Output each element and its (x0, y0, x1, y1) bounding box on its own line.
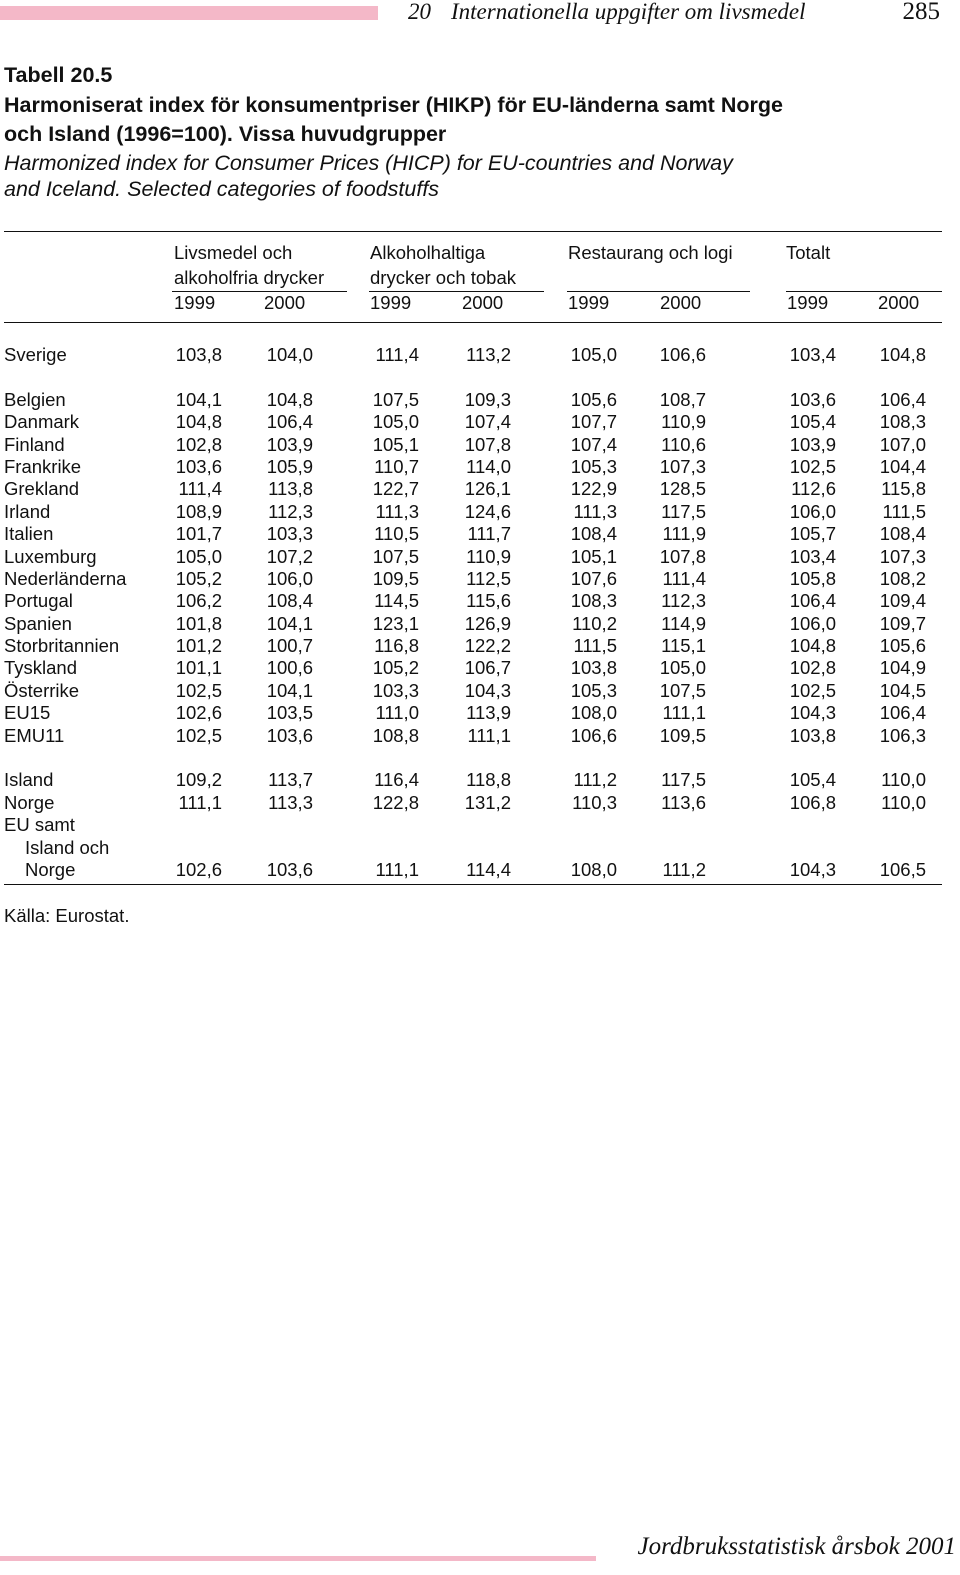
table-cell: 104,0 (266, 344, 313, 365)
table-cell: 109,4 (879, 590, 926, 612)
table-cell: 106,8 (789, 791, 836, 813)
table-cell: 107,5 (372, 545, 419, 567)
table-cell: 109,5 (372, 567, 419, 589)
table-cell: 111,9 (662, 523, 706, 545)
table-cell: 128,5 (659, 478, 706, 500)
table-cell: 105,6 (570, 388, 617, 410)
table-cell: 103,8 (175, 344, 222, 365)
table-row (4, 635, 940, 657)
table-cell: 102,6 (175, 858, 222, 880)
table-cell: 108,3 (879, 411, 926, 433)
table-row (4, 657, 940, 679)
table-cell: 106,5 (879, 858, 926, 880)
table-cell: 107,4 (570, 433, 617, 455)
table-cell: 100,7 (266, 635, 313, 657)
table-row (4, 501, 940, 523)
table-cell: 106,0 (266, 567, 313, 589)
table-cell: 113,7 (268, 769, 313, 791)
year-header: 1999 (370, 292, 412, 313)
table-cell: 101,1 (175, 657, 222, 679)
table-row (4, 837, 940, 859)
table-cell: 105,3 (570, 679, 617, 701)
table-label: Tabell 20.5 (4, 63, 113, 87)
table-cell: 105,4 (789, 411, 836, 433)
row-label: EU15 (4, 702, 51, 724)
table-cell: 113,9 (466, 702, 511, 724)
table-cell: 124,6 (464, 500, 511, 522)
table-cell: 111,7 (467, 523, 511, 545)
header-accent-bar (0, 6, 378, 20)
table-cell: 105,0 (659, 657, 706, 679)
group-header-alcohol (370, 240, 516, 290)
table-row (4, 523, 940, 545)
table-cell: 112,3 (661, 590, 706, 612)
table-row (4, 814, 940, 836)
group-header-restaurant (568, 240, 733, 265)
table-cell: 113,6 (661, 791, 706, 813)
table-cell: 110,0 (881, 769, 926, 791)
table-cell: 104,3 (789, 702, 836, 724)
table-cell: 111,1 (467, 724, 511, 746)
title-sv-line1: Harmoniserat index för konsumentpriser (HIKP) för EU-länderna samt Norge (4, 92, 783, 117)
table-cell: 103,6 (266, 724, 313, 746)
footer-title: Jordbruksstatistisk årsbok 2001 (637, 1533, 956, 1560)
table-cell: 105,6 (879, 635, 926, 657)
row-label: Belgien (4, 388, 66, 410)
table-cell: 107,2 (266, 545, 313, 567)
table-row (4, 478, 940, 500)
table-cell: 105,9 (266, 455, 313, 477)
table-cell: 114,9 (661, 612, 706, 634)
table-cell: 105,0 (175, 545, 222, 567)
table-row (4, 546, 940, 568)
year-header: 2000 (878, 292, 920, 313)
row-label: Frankrike (4, 455, 82, 477)
row-label: Spanien (4, 612, 72, 634)
table-cell: 101,2 (175, 635, 222, 657)
footer-accent-bar (0, 1556, 596, 1561)
table-cell: 108,0 (570, 702, 617, 724)
table-cell: 106,6 (659, 344, 706, 365)
table-cell: 117,5 (661, 500, 706, 522)
table-cell: 102,5 (789, 679, 836, 701)
table-row (4, 590, 940, 612)
table-cell: 111,4 (375, 344, 419, 365)
row-label: Italien (4, 523, 54, 545)
table-cell: 104,8 (175, 411, 222, 433)
row-label: Island (4, 769, 54, 791)
group-header-line: Totalt (786, 242, 831, 263)
table-cell: 107,4 (464, 411, 511, 433)
table-row (4, 456, 940, 478)
row-label: Storbritannien (4, 635, 120, 657)
table-cell: 114,4 (466, 858, 511, 880)
source-note: Källa: Eurostat. (4, 905, 130, 926)
row-label: Österrike (4, 679, 80, 701)
table-row (4, 702, 940, 724)
table-cell: 106,4 (879, 388, 926, 410)
row-label: Finland (4, 433, 65, 455)
row-label: Nederländerna (4, 567, 127, 589)
table-cell: 100,6 (266, 657, 313, 679)
table-cell: 111,4 (178, 478, 222, 500)
table-cell: 103,4 (789, 344, 836, 365)
title-en-line2: and Iceland. Selected categories of foodstuffs (4, 176, 440, 201)
row-label: Portugal (4, 590, 73, 612)
table-cell: 114,0 (466, 455, 511, 477)
table-cell: 123,1 (372, 612, 419, 634)
table-cell: 107,3 (879, 545, 926, 567)
table-cell: 104,3 (464, 679, 511, 701)
table-cell: 126,9 (464, 612, 511, 634)
table-cell: 103,9 (789, 433, 836, 455)
row-label: EMU11 (4, 724, 65, 746)
table-cell: 114,5 (374, 590, 419, 612)
table-cell: 107,6 (570, 567, 617, 589)
table-cell: 102,5 (175, 724, 222, 746)
hicp-table (4, 344, 940, 881)
table-cell: 113,8 (268, 478, 313, 500)
table-cell: 109,2 (175, 769, 222, 791)
table-cell: 111,1 (375, 858, 419, 880)
row-label: Grekland (4, 478, 80, 500)
year-header: 1999 (174, 292, 216, 313)
table-cell: 103,9 (266, 433, 313, 455)
table-cell: 102,8 (789, 657, 836, 679)
table-cell: 105,0 (570, 344, 617, 365)
table-row (4, 769, 940, 791)
table-cell: 107,5 (659, 679, 706, 701)
table-cell: 105,0 (372, 411, 419, 433)
table-cell: 106,4 (789, 590, 836, 612)
table-cell: 104,1 (175, 388, 222, 410)
table-cell: 103,6 (266, 858, 313, 880)
table-row (4, 680, 940, 702)
table-cell: 102,5 (175, 679, 222, 701)
table-cell: 106,7 (464, 657, 511, 679)
table-cell: 111,5 (882, 500, 926, 522)
year-header: 1999 (568, 292, 610, 313)
group-header-line: drycker och tobak (370, 267, 517, 288)
table-cell: 103,6 (175, 455, 222, 477)
table-cell: 105,8 (789, 567, 836, 589)
table-cell: 126,1 (464, 478, 511, 500)
table-cell: 105,2 (175, 567, 222, 589)
table-cell: 122,7 (372, 478, 419, 500)
table-cell: 106,0 (789, 500, 836, 522)
table-cell: 105,1 (372, 433, 419, 455)
row-label: Luxemburg (4, 545, 97, 567)
row-label: Tyskland (4, 657, 78, 679)
table-cell: 101,8 (175, 612, 222, 634)
year-header: 2000 (462, 292, 504, 313)
table-cell: 115,1 (661, 635, 706, 657)
row-label: Norge (4, 791, 55, 813)
table-row (4, 859, 940, 881)
table-cell: 106,2 (175, 590, 222, 612)
row-label: Island och (25, 836, 110, 858)
table-cell: 104,5 (879, 679, 926, 701)
table-row (4, 568, 940, 590)
table-cell: 107,8 (659, 545, 706, 567)
table-cell: 104,8 (789, 635, 836, 657)
table-cell: 107,7 (570, 411, 617, 433)
table-cell: 104,9 (879, 657, 926, 679)
page-number: 285 (902, 0, 940, 25)
table-cell: 106,0 (789, 612, 836, 634)
group-header-total (786, 240, 830, 265)
table-cell: 104,1 (266, 679, 313, 701)
table-cell: 112,5 (466, 567, 511, 589)
table-cell: 112,6 (791, 478, 836, 500)
table-cell: 111,5 (573, 635, 617, 657)
table-cell: 111,3 (375, 500, 419, 522)
table-cell: 113,3 (268, 791, 313, 813)
table-cell: 107,3 (659, 455, 706, 477)
row-label: EU samt (4, 814, 75, 836)
table-row (4, 411, 940, 433)
table-cell: 108,9 (175, 500, 222, 522)
table-cell: 104,8 (266, 388, 313, 410)
table-cell: 108,2 (879, 567, 926, 589)
table-cell: 103,4 (789, 545, 836, 567)
table-row (4, 389, 940, 411)
table-cell: 107,0 (879, 433, 926, 455)
row-label: Irland (4, 500, 51, 522)
year-header: 2000 (660, 292, 702, 313)
table-cell: 122,9 (570, 478, 617, 500)
table-cell: 104,3 (789, 858, 836, 880)
table-cell: 111,4 (662, 567, 706, 589)
table-cell: 104,4 (879, 455, 926, 477)
table-cell: 117,5 (661, 769, 706, 791)
table-cell: 110,7 (374, 455, 419, 477)
group-header-line: Restaurang och logi (568, 242, 733, 263)
table-cell: 109,3 (464, 388, 511, 410)
row-label: Sverige (4, 344, 67, 365)
table-cell: 103,8 (789, 724, 836, 746)
running-title: Internationella uppgifter om livsmedel (451, 0, 806, 24)
table-cell: 122,2 (464, 635, 511, 657)
group-header-food (174, 240, 324, 290)
table-cell: 110,9 (661, 411, 706, 433)
table-cell: 110,2 (572, 612, 617, 634)
table-cell: 111,3 (573, 500, 617, 522)
table-cell: 109,7 (879, 612, 926, 634)
table-cell: 104,8 (879, 344, 926, 365)
table-cell: 101,7 (175, 523, 222, 545)
table-cell: 115,6 (466, 590, 511, 612)
table-cell: 108,4 (570, 523, 617, 545)
table-cell: 122,8 (372, 791, 419, 813)
title-sv-line2: och Island (1996=100). Vissa huvudgrupper (4, 122, 447, 146)
section-number: 20 (408, 0, 431, 24)
table-cell: 107,8 (464, 433, 511, 455)
table-bottom-rule (4, 884, 942, 885)
group-header-line: Alkoholhaltiga (370, 242, 486, 263)
table-row (4, 725, 940, 747)
table-cell: 103,6 (789, 388, 836, 410)
table-cell: 116,4 (374, 769, 419, 791)
table-cell: 110,6 (661, 433, 706, 455)
table-cell: 111,1 (662, 702, 706, 724)
year-header: 2000 (264, 292, 306, 313)
table-cell: 108,4 (879, 523, 926, 545)
table-cell: 104,1 (266, 612, 313, 634)
table-cell: 102,8 (175, 433, 222, 455)
table-row (4, 792, 940, 814)
row-label: Danmark (4, 411, 80, 433)
table-cell: 108,7 (659, 388, 706, 410)
table-cell: 103,8 (570, 657, 617, 679)
table-cell: 106,3 (879, 724, 926, 746)
table-cell: 108,3 (570, 590, 617, 612)
group-header-line: alkoholfria drycker (174, 267, 325, 288)
table-cell: 110,3 (572, 791, 617, 813)
table-cell: 110,0 (881, 791, 926, 813)
table-cell: 106,4 (879, 702, 926, 724)
table-cell: 103,3 (372, 679, 419, 701)
table-cell: 111,2 (662, 858, 706, 880)
table-cell: 109,5 (659, 724, 706, 746)
table-cell: 115,8 (881, 478, 926, 500)
table-cell: 112,3 (268, 500, 313, 522)
table-cell: 108,4 (266, 590, 313, 612)
table-title (4, 61, 944, 202)
table-row (4, 613, 940, 635)
table-cell: 110,5 (374, 523, 419, 545)
table-cell: 116,8 (374, 635, 419, 657)
table-cell: 102,5 (789, 455, 836, 477)
table-cell: 105,4 (789, 769, 836, 791)
table-cell: 111,0 (375, 702, 419, 724)
running-head (408, 0, 806, 24)
table-cell: 108,0 (570, 858, 617, 880)
table-cell: 111,2 (573, 769, 617, 791)
table-cell: 118,8 (466, 769, 511, 791)
table-cell: 105,3 (570, 455, 617, 477)
row-label: Norge (25, 858, 76, 880)
table-cell: 105,7 (789, 523, 836, 545)
table-top-rule (4, 231, 942, 232)
table-cell: 106,4 (266, 411, 313, 433)
table-cell: 105,2 (372, 657, 419, 679)
year-header: 1999 (787, 292, 829, 313)
table-cell: 113,2 (466, 344, 511, 365)
table-row (4, 434, 940, 456)
table-cell: 108,8 (372, 724, 419, 746)
table-cell: 111,1 (178, 791, 222, 813)
table-cell: 103,5 (266, 702, 313, 724)
table-cell: 131,2 (464, 791, 511, 813)
table-row (4, 344, 940, 366)
table-cell: 105,1 (570, 545, 617, 567)
table-cell: 103,3 (266, 523, 313, 545)
table-cell: 110,9 (466, 545, 511, 567)
table-cell: 107,5 (372, 388, 419, 410)
table-cell: 106,6 (570, 724, 617, 746)
table-cell: 102,6 (175, 702, 222, 724)
header-bottom-rule (4, 322, 942, 323)
group-header-line: Livsmedel och (174, 242, 293, 263)
title-en-line1: Harmonized index for Consumer Prices (HICP) for EU-countries and Norway (4, 150, 733, 175)
